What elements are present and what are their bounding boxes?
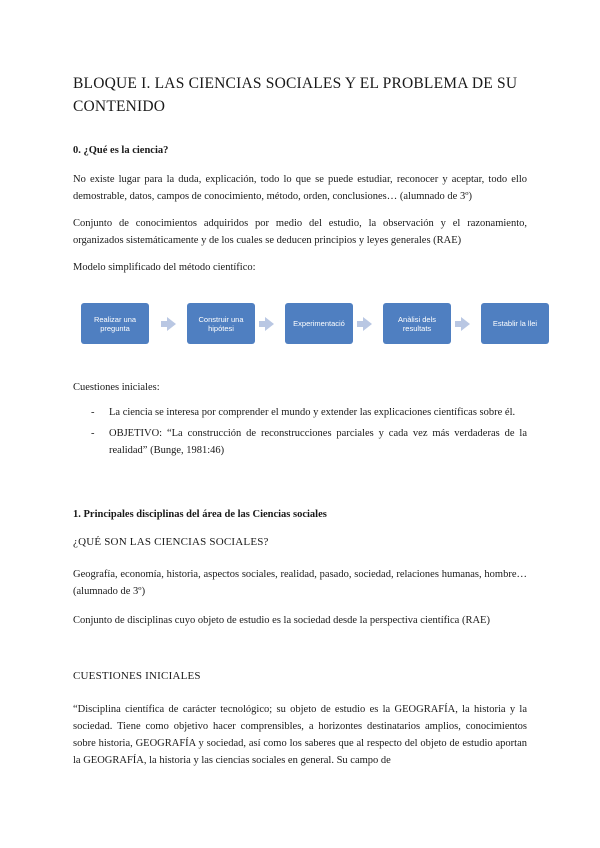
flow-step-1: Realizar una pregunta <box>81 303 149 344</box>
paragraph-student-answer-2: Geografía, economía, historia, aspectos sociales, realidad, pasado, sociedad, relaciones humanas, hombre… (alumnado de 3º) <box>73 569 527 597</box>
paragraph-model-intro: Modelo simplificado del método científico: <box>73 262 256 273</box>
subheading-initial-questions: CUESTIONES INICIALES <box>73 670 201 682</box>
arrow-right-icon <box>363 317 372 331</box>
flow-step-4: Anàlisi dels resultats <box>383 303 451 344</box>
list-item: - OBJETIVO: “La construcción de reconstrucciones parciales y cada vez más verdaderas de la realidad” (Bunge, 1981:46) <box>91 428 527 456</box>
page-title: BLOQUE I. LAS CIENCIAS SOCIALES Y EL PROBLEMA DE SU CONTENIDO <box>73 75 518 115</box>
paragraph-student-answer: No existe lugar para la duda, explicación, todo lo que se puede estudiar, reconocer y aceptar, todo ello demostrable, datos, campos de conocimiento, método, orden, conclusiones… (alumnado de 3º) <box>73 174 527 202</box>
flow-step-5: Establir la llei <box>481 303 549 344</box>
arrow-right-icon <box>167 317 176 331</box>
paragraph-rae-definition-2: Conjunto de disciplinas cuyo objeto de estudio es la sociedad desde la perspectiva científica (RAE) <box>73 615 490 626</box>
flow-step-2: Construir una hipótesi <box>187 303 255 344</box>
section-heading-0: 0. ¿Qué es la ciencia? <box>73 145 169 156</box>
paragraph-rae-definition: Conjunto de conocimientos adquiridos por medio del estudio, la observación y el razonamiento, organizados sistemáticamente y de los cuales se deducen principios y leyes generales (RAE) <box>73 218 527 246</box>
initial-questions-label: Cuestiones iniciales: <box>73 382 160 393</box>
subheading-what-are-social-sciences: ¿QUÉ SON LAS CIENCIAS SOCIALES? <box>73 536 269 548</box>
paragraph-discipline-definition: “Disciplina científica de carácter tecnológico; su objeto de estudio es la GEOGRAFÍA, la historia y la sociedad. Tiene como objetivo hacer comprensibles, a horizontes destinatarios amplios, conocimientos sobre historia, GEOGRAFÍA y sociedad, así como los saberes que al respecto del objeto de estudio aportan la GEOGRAFÍA, la historia y las ciencias sociales en general. Su campo de <box>73 704 527 766</box>
flow-step-3: Experimentació <box>285 303 353 344</box>
section-heading-1: 1. Principales disciplinas del área de las Ciencias sociales <box>73 509 327 520</box>
list-item: - La ciencia se interesa por comprender el mundo y extender las explicaciones científicas sobre él. <box>91 407 516 418</box>
scientific-method-diagram <box>8 303 538 345</box>
arrow-right-icon <box>265 317 274 331</box>
arrow-right-icon <box>461 317 470 331</box>
initial-questions-list <box>73 404 527 463</box>
